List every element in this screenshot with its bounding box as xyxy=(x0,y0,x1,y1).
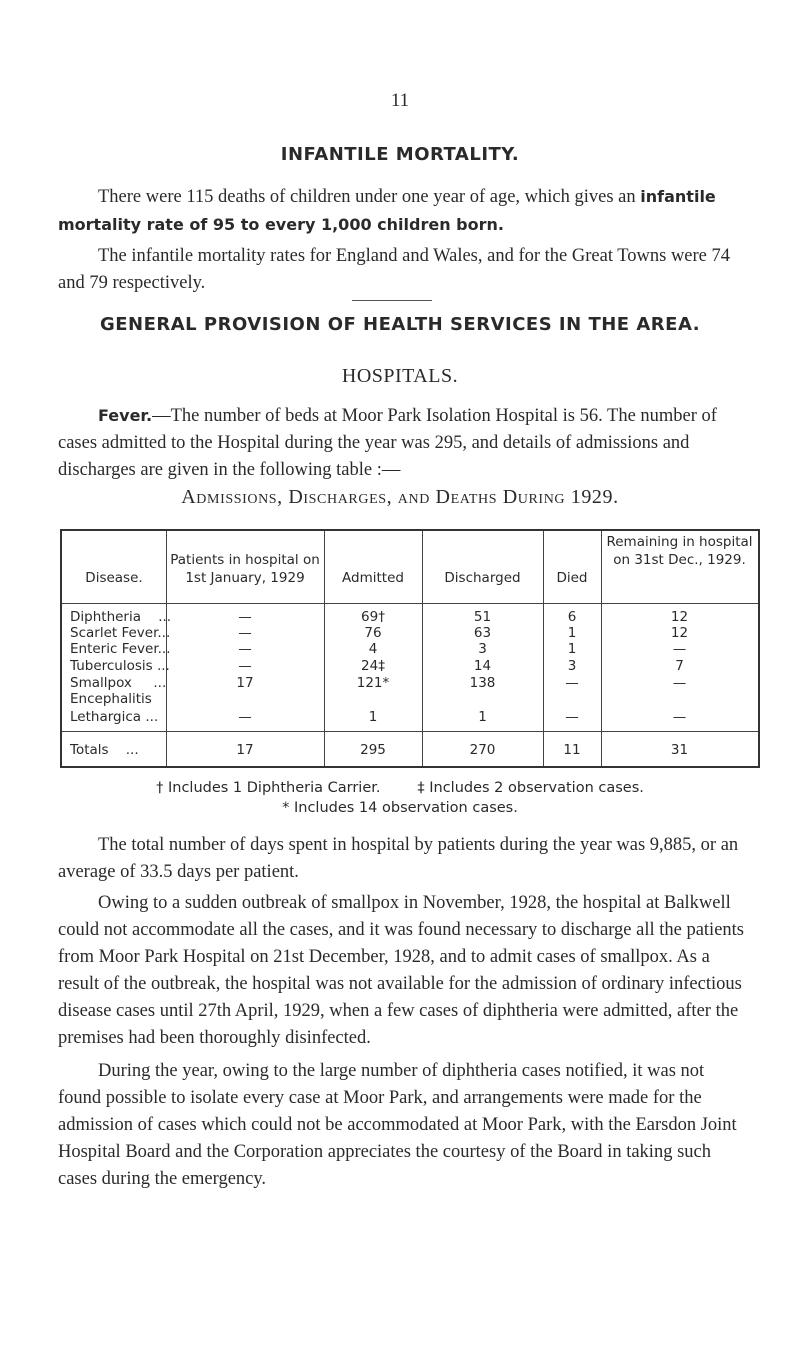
table-cell: 14 xyxy=(473,658,492,674)
table-cell: — xyxy=(672,675,687,691)
header-patients: Patients in hospital on 1st January, 1929 xyxy=(170,552,320,586)
table-cell: 12 xyxy=(670,609,689,625)
table-cell: 63 xyxy=(473,625,492,641)
table-cell: 121* xyxy=(356,675,390,691)
totals-cell: 17 xyxy=(236,742,254,758)
admissions-table xyxy=(60,529,760,768)
table-cell: 24‡ xyxy=(361,658,385,674)
totals-cell: 11 xyxy=(563,742,581,758)
row-label-enteric-fever: Enteric Fever... xyxy=(70,641,171,657)
header-died: Died xyxy=(556,570,588,586)
row-label-tuberculosis: Tuberculosis ... xyxy=(70,658,170,674)
table-cell: 69† xyxy=(361,609,385,625)
table-cell: 4 xyxy=(368,641,378,657)
hospitals-heading: HOSPITALS. xyxy=(341,365,459,387)
smallpox-paragraph xyxy=(58,890,748,1052)
header-remaining: Remaining in hospital on 31st Dec., 1929. xyxy=(606,534,753,568)
table-cell: 3 xyxy=(567,658,577,674)
diphtheria-text: During the year, owing to the large number of diphtheria cases notified, it was not found possible to isolate every case at Moor Park, and arrangements were made for the admission of cases which could not be accommodated at Moor Park, with the Earsdon Joint Hospital Board and the Corporation appreciates the courtesy of the Board in taking such cases during the emergency. xyxy=(58,1061,737,1189)
page-number: 11 xyxy=(390,90,410,111)
table-cell: 76 xyxy=(364,625,382,641)
footnote-line-2: * Includes 14 observation cases. xyxy=(282,800,518,816)
header-divider xyxy=(62,603,758,604)
table-cell: 1 xyxy=(567,641,577,657)
fever-paragraph xyxy=(58,402,748,484)
totals-divider xyxy=(62,731,758,732)
table-cell: 1 xyxy=(368,709,378,725)
table-cell: — xyxy=(565,709,579,725)
table-cell: — xyxy=(238,709,252,725)
table-cell: 17 xyxy=(236,675,254,691)
row-label-smallpox: Smallpox ... xyxy=(70,675,167,691)
table-cell: — xyxy=(238,625,252,641)
row-label-totals: Totals ... xyxy=(70,742,139,758)
header-admitted: Admitted xyxy=(342,570,404,586)
row-label-scarlet-fever: Scarlet Fever... xyxy=(70,625,171,641)
table-caption: Admissions, Discharges, and Deaths During 1929. xyxy=(181,486,619,508)
row-label-lethargica: Lethargica ... xyxy=(70,709,159,725)
diphtheria-paragraph xyxy=(58,1058,748,1193)
england-wales-text: The infantile mortality rates for England and Wales, and for the Great Towns were 74 and 79 respectively. xyxy=(58,246,731,293)
table-cell: 12 xyxy=(670,625,689,641)
row-label-diphtheria: Diphtheria ... xyxy=(70,609,172,625)
table-cell: — xyxy=(238,658,252,674)
table-cell: — xyxy=(238,609,252,625)
fever-label: Fever. xyxy=(98,406,153,425)
table-cell: 1 xyxy=(567,625,577,641)
header-discharged: Discharged xyxy=(444,570,521,586)
row-label-encephalitis: Encephalitis xyxy=(70,691,152,707)
table-cell: 138 xyxy=(469,675,496,691)
divider-rule xyxy=(352,300,432,301)
days-text: The total number of days spent in hospital by patients during the year was 9,885, or an average of 33.5 days per patient. xyxy=(58,835,739,882)
table-cell: — xyxy=(238,641,252,657)
table-cell: 6 xyxy=(567,609,577,625)
footnote-line-1: † Includes 1 Diphtheria Carrier. ‡ Includes 2 observation cases. xyxy=(156,780,644,796)
table-cell: 7 xyxy=(675,658,684,674)
england-wales-paragraph xyxy=(58,243,748,297)
table-cell: — xyxy=(672,641,687,657)
header-disease: Disease. xyxy=(85,570,143,586)
table-cell: 1 xyxy=(478,709,487,725)
smallpox-text: Owing to a sudden outbreak of smallpox in November, 1928, the hospital at Balkwell could not accommodate all the cases, and it was found necessary to discharge all the patients from Moor Park Hospital on 21st December, 1928, and to admit cases of smallpox. As a result of the outbreak, the hospital was not available for the admission of ordinary infectious disease cases until 27th April, 1929, when a few cases of diphtheria were admitted, after the premises had been thoroughly disinfected. xyxy=(58,893,744,1048)
general-provision-heading: GENERAL PROVISION OF HEALTH SERVICES IN THE AREA. xyxy=(99,314,701,335)
totals-cell: 31 xyxy=(670,742,689,758)
days-paragraph xyxy=(58,832,748,886)
infantile-paragraph xyxy=(58,183,748,239)
table-cell: — xyxy=(672,709,687,725)
totals-cell: 295 xyxy=(360,742,386,758)
infantile-mortality-heading: INFANTILE MORTALITY. xyxy=(280,144,520,165)
table-cell: 51 xyxy=(473,609,492,625)
infantile-text: There were 115 deaths of children under one year of age, which gives an xyxy=(98,187,641,207)
table-cell: 3 xyxy=(478,641,487,657)
fever-text: —The number of beds at Moor Park Isolation Hospital is 56. The number of cases admitted to the Hospital during the year was 295, and details of admissions and discharges are given in the following table :— xyxy=(58,406,717,480)
totals-cell: 270 xyxy=(469,742,496,758)
table-cell: — xyxy=(565,675,579,691)
infantile-rate-text: infantile mortality rate of 95 to every 1,000 children born. xyxy=(58,187,716,234)
